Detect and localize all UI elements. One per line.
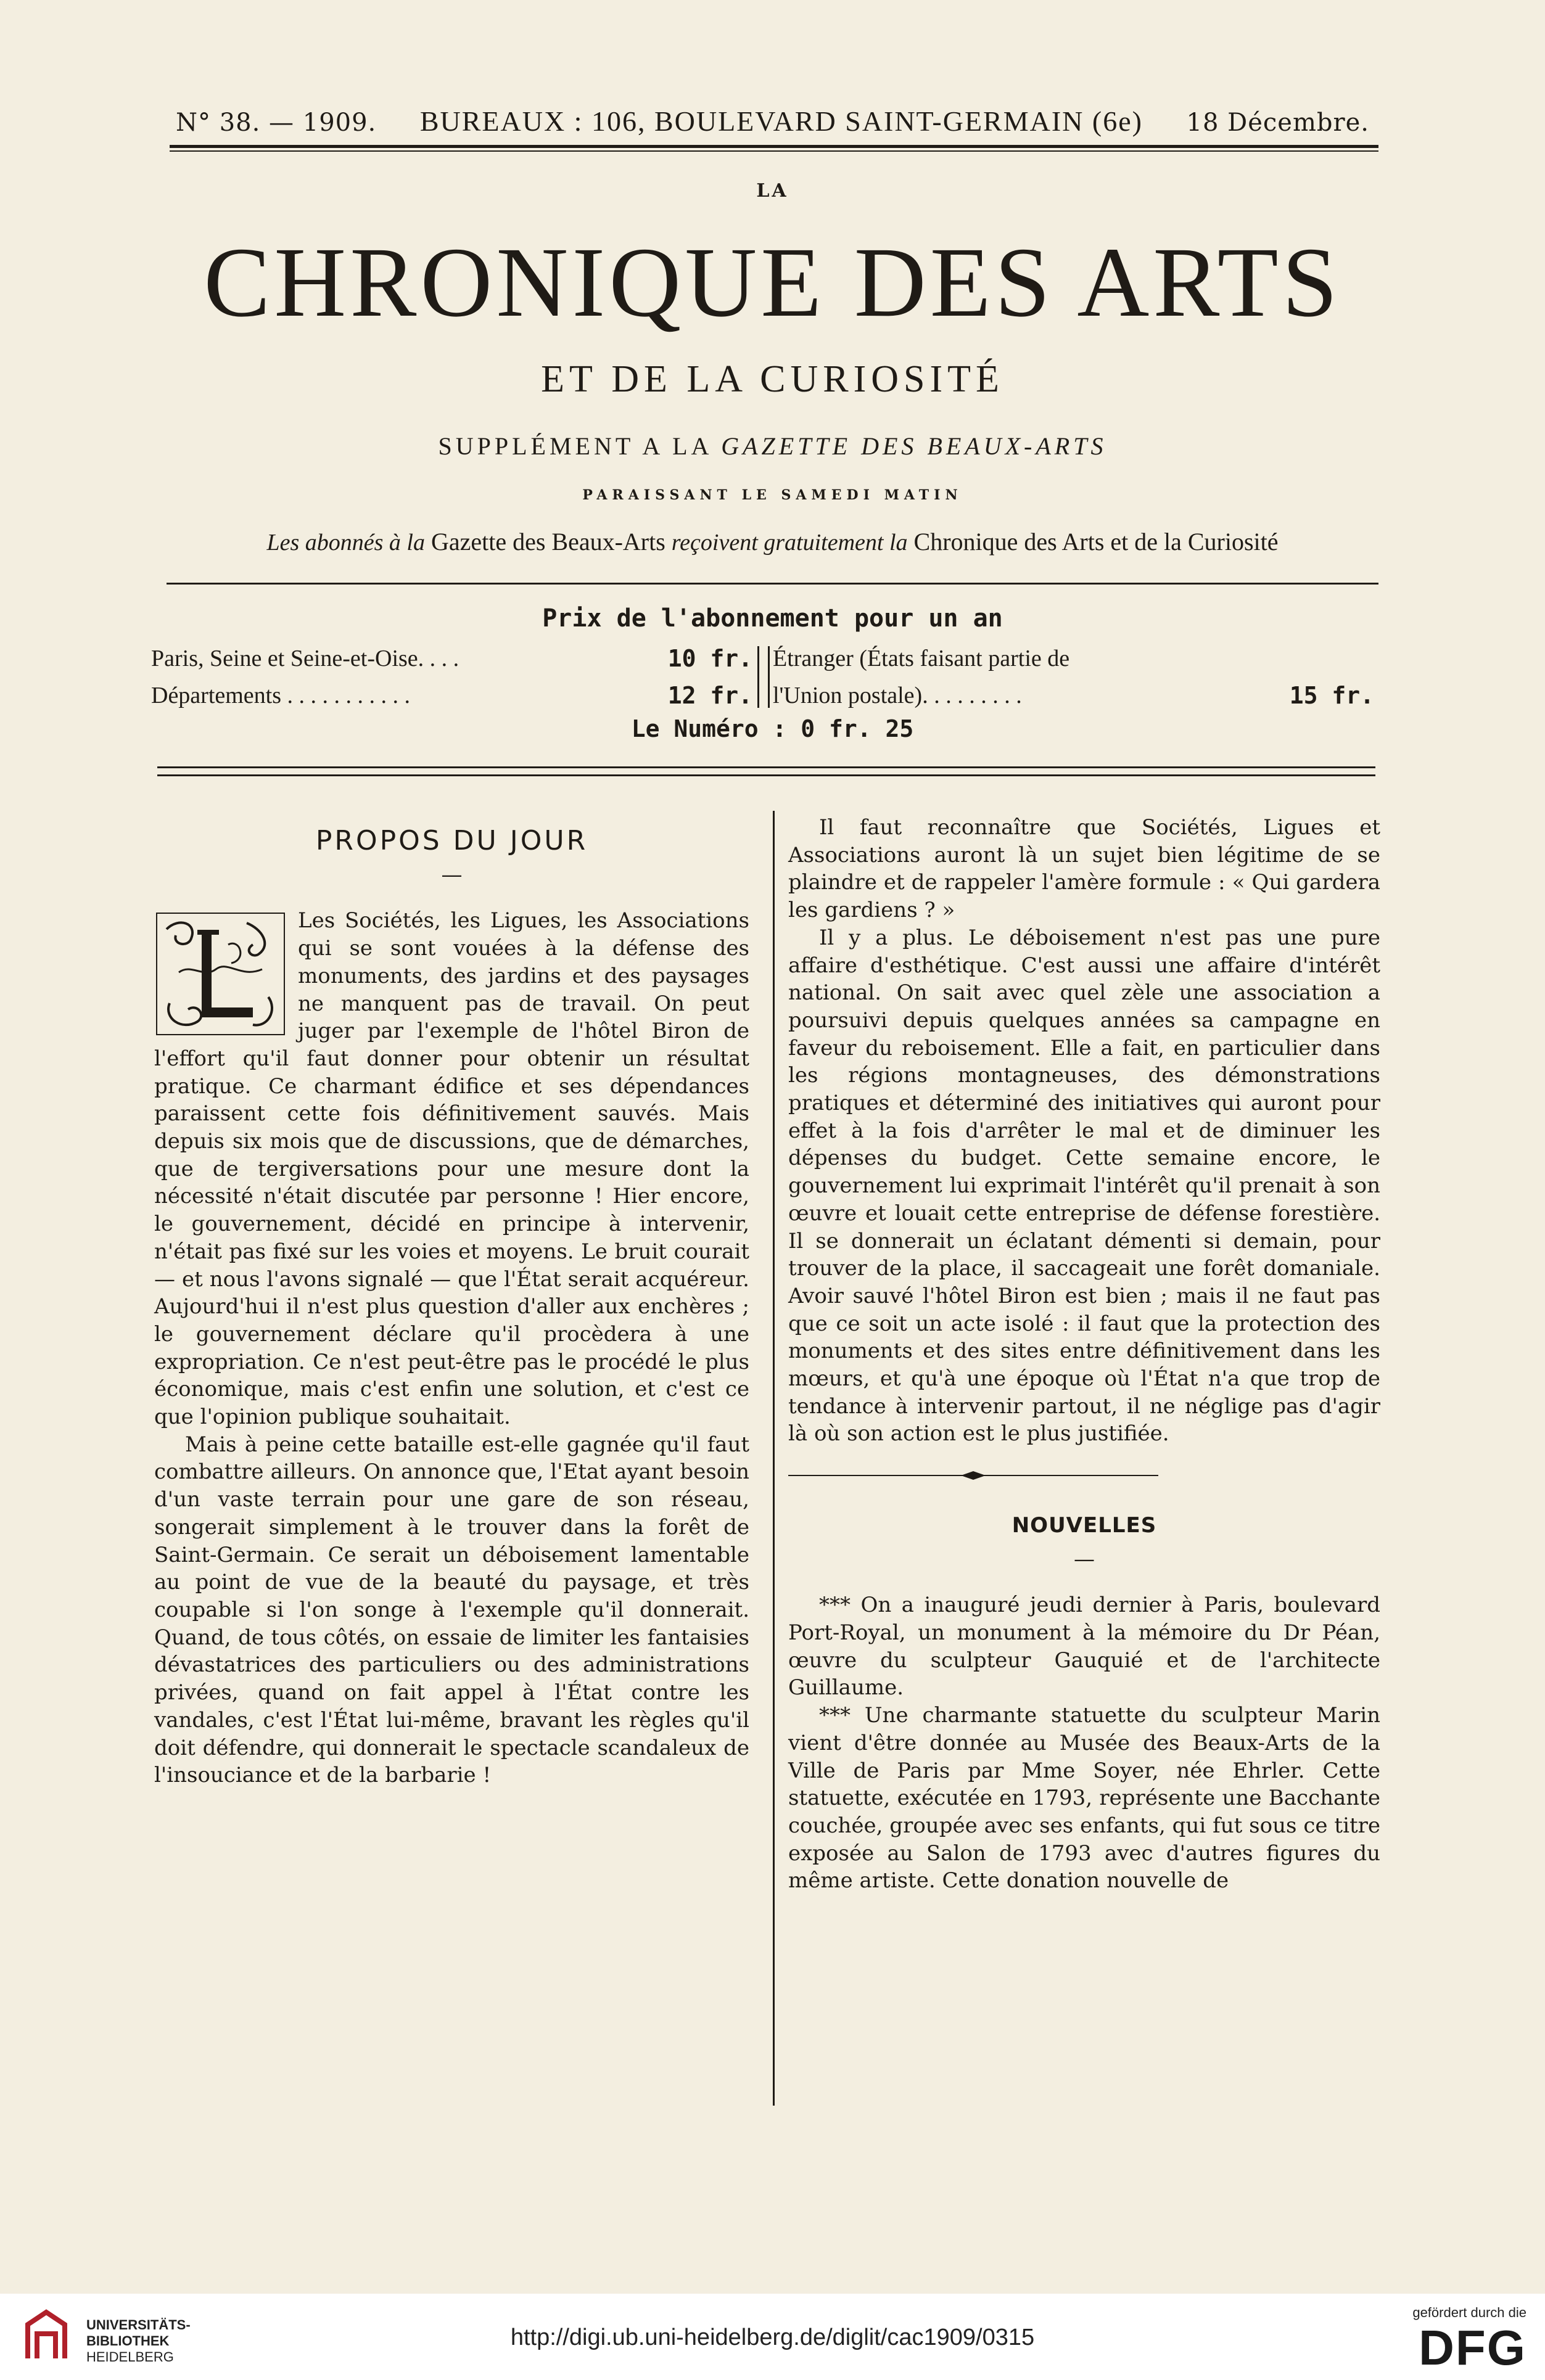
masthead-parution: PARAISSANT LE SAMEDI MATIN bbox=[582, 487, 963, 503]
prix-etranger-line: Étranger (États faisant partie de bbox=[773, 646, 1070, 671]
propos-dash: — bbox=[441, 862, 463, 887]
issue-number: N° 38. — 1909. bbox=[176, 109, 377, 137]
supplement-prefix: SUPPLÉMENT A LA bbox=[438, 432, 712, 460]
masthead-subtitle: ET DE LA CURIOSITÉ bbox=[541, 358, 1004, 400]
propos-paragraph: Les Sociétés, les Ligues, les Associations qui se sont vouées à la défense des monuments, des jardins et des paysages ne manquent pas de travail. On peut juger par l'exemple de l'hôtel Biron de l'effort qu'il faut donner pour obtenir un résultat pratique. Ce charmant édifice et ses dépendances paraissent cette fois définitivement sauvés. Mais depuis six mois que de discussions, que de démarches, que de tergiversations pour une mesure dont la nécessité n'était discutée par personne ! Hier encore, le gouvernement, décidé en principe à intervenir, n'était pas fixé sur les voies et moyens. Le bruit courait — et nous l'avons signalé — que l'État serait acquéreur. Aujourd'hui il n'est plus question d'aller aux enchères ; le gouvernement déclare qu'il procèdera à une expropriation. Ce n'est peut-être pas le procédé le plus économique, mais c'est enfin une solution, et c'est ce que l'opinion publique souhaitait. bbox=[154, 908, 749, 1430]
propos-paragraph: Mais à peine cette bataille est-elle gagnée qu'il faut combattre ailleurs. On annonce que, l'Etat ayant besoin d'un vaste terrain pour une gare de son réseau, songerait simplement à le trouver dans la forêt de Saint-Germain. Ce serait un déboisement lamentable au point de vue de la beauté du paysage, et très coupable si l'on songe à l'exemple qu'il donnerait. Quand, de tous côtés, on essaie de limiter les fantaisies dévastatrices des particuliers ou des administrations privées, quand on fait appel à l'État contre les vandales, c'est l'État lui-même, bravant les règles qu'il doit défendre, qui donnerait le spectacle scandaleux de l'insouciance et de la barbarie ! bbox=[154, 1432, 749, 1788]
header-line bbox=[176, 105, 1369, 137]
prix-value: 10 fr. bbox=[667, 645, 752, 672]
inst-line-3: HEIDELBERG bbox=[86, 2349, 174, 2365]
prix-value: 12 fr. bbox=[667, 682, 752, 709]
prix-label: l'Union postale). . . . . . . . . bbox=[773, 683, 1022, 708]
nouvelles-dash: — bbox=[1074, 1546, 1095, 1572]
column-divider bbox=[773, 811, 775, 2106]
right-paragraph: Il faut reconnaître que Sociétés, Ligues et Associations auront là un sujet bien légitime de se plaindre et de rappeler l'amère formule : « Qui gardera les gardiens ? » bbox=[788, 815, 1380, 923]
inst-line-2: BIBLIOTHEK bbox=[86, 2333, 170, 2349]
prix-title: Prix de l'abonnement pour un an bbox=[542, 604, 1003, 633]
prix-numero: Le Numéro : 0 fr. 25 bbox=[631, 715, 914, 742]
header-rule-thin bbox=[170, 150, 1378, 152]
nouvelle-item: *** Une charmante statuette du sculpteur Marin vient d'être donnée au Musée des Beaux-Arts de la Ville de Paris par Mme Soyer, née Ehrler. Cette statuette, exécutée en 1793, représente une Bacchante couchée, groupée avec ses enfants, qui fut sous ce titre exposée au Salon de 1793 avec d'autres figures du même artiste. Cette donation nouvelle de bbox=[788, 1703, 1380, 1894]
prix-row-etranger bbox=[773, 677, 1374, 714]
nouvelles-title: NOUVELLES bbox=[1011, 1512, 1157, 1538]
ornament-divider-icon bbox=[788, 1466, 1158, 1485]
masthead-title: CHRONIQUE DES ARTS bbox=[204, 228, 1341, 338]
prix-row-paris bbox=[151, 640, 752, 677]
issue-date: 18 Décembre. bbox=[1186, 109, 1369, 137]
prix-label: Paris, Seine et Seine-et-Oise. . . . bbox=[151, 646, 459, 671]
abonnes-part-1: Les abonnés à la bbox=[266, 530, 425, 556]
masthead-rule bbox=[167, 583, 1378, 585]
propos-title: PROPOS DU JOUR bbox=[315, 825, 588, 856]
masthead-la: LA bbox=[756, 180, 789, 202]
prix-label: Départements . . . . . . . . . . . bbox=[151, 683, 411, 708]
prix-right bbox=[773, 640, 1374, 714]
dfg-logo: DFG bbox=[1419, 2320, 1526, 2375]
source-url-link[interactable]: http://digi.ub.uni-heidelberg.de/diglit/cac1909/0315 bbox=[510, 2325, 1035, 2350]
masthead-abonnes bbox=[0, 527, 1545, 556]
prix-left bbox=[151, 640, 752, 714]
ornamental-dropcap-icon bbox=[154, 911, 287, 1037]
supplement-gazette: GAZETTE DES BEAUX-ARTS bbox=[721, 432, 1107, 460]
dfg-caption: gefördert durch die bbox=[1412, 2305, 1526, 2320]
left-column bbox=[154, 814, 749, 1789]
bureaux-address: BUREAUX : 106, BOULEVARD SAINT-GERMAIN (6e) bbox=[419, 105, 1143, 137]
abonnes-part-4: Chronique des Arts et de la Curiosité bbox=[913, 528, 1279, 556]
abonnes-part-3: reçoivent gratuitement la bbox=[671, 530, 908, 556]
right-column bbox=[788, 814, 1380, 1895]
right-paragraph: Il y a plus. Le déboisement n'est pas une pure affaire d'esthétique. C'est aussi une affaire d'intérêt national. On sait avec quel zèle une association a poursuivi depuis quelques années sa campagne en faveur du reboisement. Elle a fait, en particulier dans les régions montagneuses, des démonstrations pratiques et déterminé des initiatives qui auront pour effet à la fois d'arrêter le mal et de diminuer les dépenses du budget. Cette semaine encore, le gouvernement lui exprimait l'intérêt qu'il prenait à son œuvre et louait cette entreprise de défense forestière. Il se donnerait un éclatant démenti si demain, pour trouver de la place, il saccageait une forêt domaniale. Avoir sauvé l'hôtel Biron est bien ; mais il ne faut pas que ce soit un acte isolé : il faut que la protection des monuments et des sites entre définitivement dans les mœurs, et qu'à une époque où l'État n'a que trop de tendance à intervenir partout, il ne néglige pas d'agir là où son action est le plus justifiée. bbox=[788, 925, 1380, 1446]
digitization-footer bbox=[0, 2294, 1545, 2380]
prix-row-departements bbox=[151, 677, 752, 714]
prix-value: 15 fr. bbox=[1289, 682, 1374, 709]
prix-divider bbox=[757, 646, 770, 708]
header-rule bbox=[170, 145, 1378, 148]
section-double-rule bbox=[157, 766, 1375, 776]
inst-line-1: UNIVERSITÄTS- bbox=[86, 2317, 191, 2333]
abonnes-part-2: Gazette des Beaux-Arts bbox=[431, 528, 665, 556]
nouvelle-item: *** On a inauguré jeudi dernier à Paris, boulevard Port-Royal, un monument à la mémoire du Dr Péan, œuvre du sculpteur Gauquié et de l'architecte Guillaume. bbox=[788, 1593, 1380, 1701]
masthead-supplement bbox=[0, 432, 1545, 461]
